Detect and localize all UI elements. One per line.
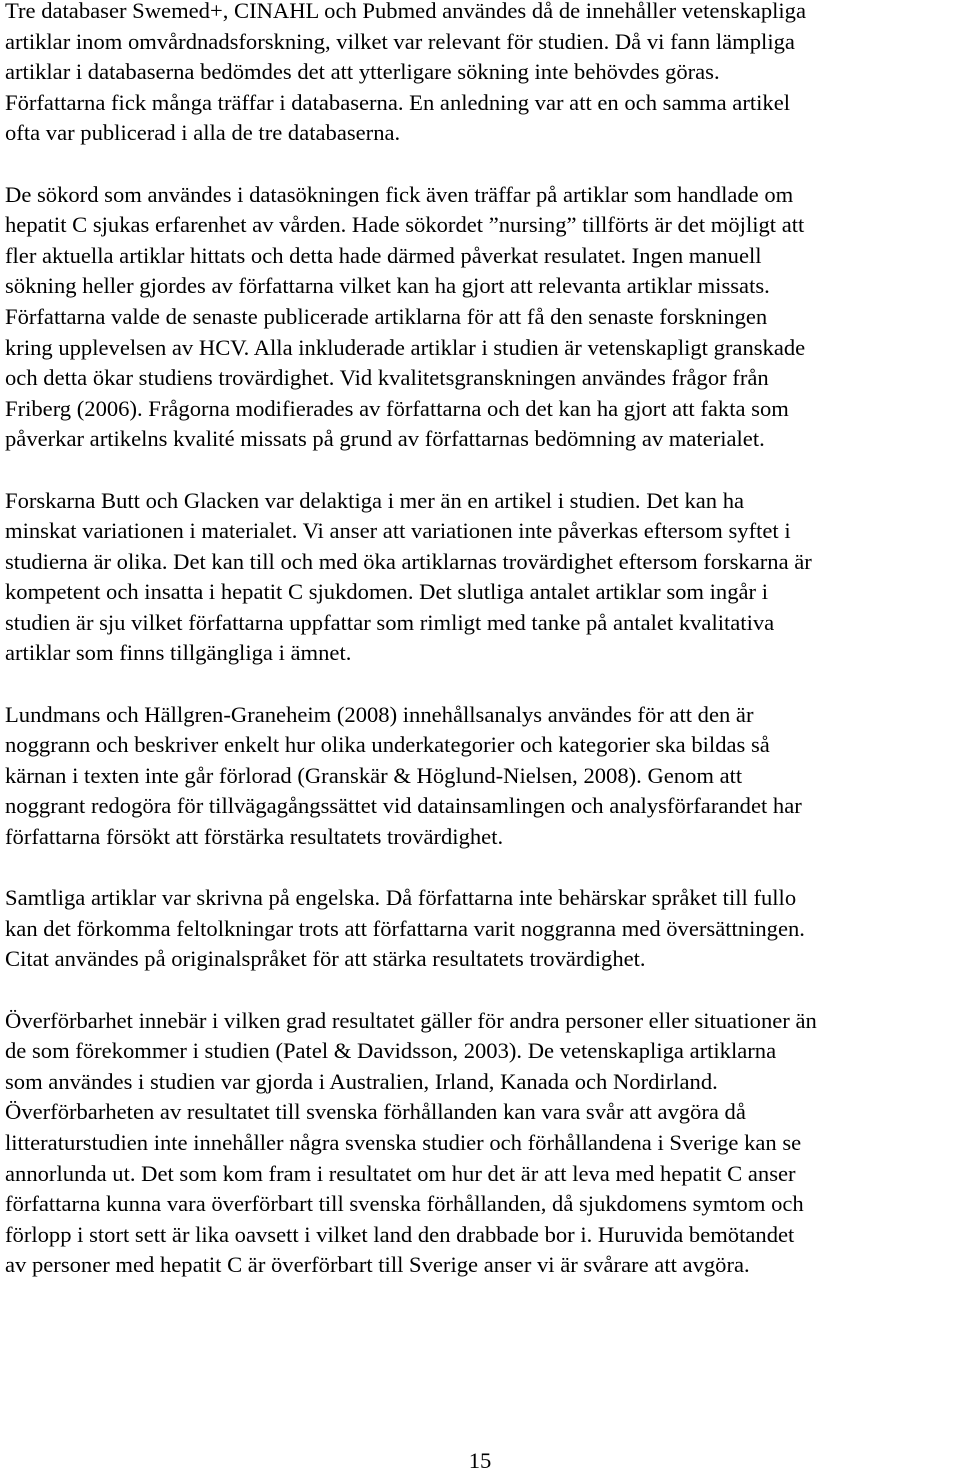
- text-line: minskat variationen i materialet. Vi anser att variationen inte påverkas eftersom syftet i: [5, 518, 791, 544]
- text-line: De sökord som användes i datasökningen fick även träffar på artiklar som handlade om: [5, 181, 794, 207]
- paragraph-gap: [5, 975, 957, 1006]
- text-line: kan det förkomma feltolkningar trots att författarna varit noggranna med översättningen.: [5, 915, 805, 941]
- text-line: Friberg (2006). Frågorna modifierades av författarna och det kan ha gjort att fakta som: [5, 395, 789, 421]
- text-line: och detta ökar studiens trovärdighet. Vid kvalitetsgranskningen användes frågor från: [5, 365, 769, 391]
- text-line: Citat användes på originalspråket för att stärka resultatets trovärdighet.: [5, 946, 646, 972]
- paragraph-gap: [5, 149, 957, 180]
- text-line: Överförbarheten av resultatet till svenska förhållanden kan vara svår att avgöra då: [5, 1099, 746, 1125]
- text-line: studien är sju vilket författarna uppfattar som rimligt med tanke på antalet kvalitativa: [5, 609, 775, 635]
- paragraph-transferability: [5, 1006, 957, 1281]
- text-line: förlopp i stort sett är lika oavsett i vilket land den drabbade bor i. Huruvida bemötandet: [5, 1221, 795, 1247]
- text-line: kring upplevelsen av HCV. Alla inkluderade artiklar i studien är vetenskapligt granskade: [5, 334, 806, 360]
- text-line: studierna är olika. Det kan till och med öka artiklarnas trovärdighet eftersom forskarna är: [5, 548, 812, 574]
- paragraph-language: [5, 883, 957, 975]
- text-line: Författarna valde de senaste publicerade artiklarna för att få den senaste forskningen: [5, 303, 768, 329]
- page-number: 15: [468, 1448, 492, 1473]
- text-line: artiklar inom omvårdnadsforskning, vilket var relevant för studien. Då vi fann lämpliga: [5, 28, 795, 54]
- text-line: som användes i studien var gjorda i Australien, Irland, Kanada och Nordirland.: [5, 1068, 718, 1094]
- paragraph-researchers: [5, 486, 957, 670]
- text-line: Forskarna Butt och Glacken var delaktiga i mer än en artikel i studien. Det kan ha: [5, 487, 745, 513]
- document-page: [5, 0, 957, 1281]
- text-line: noggrant redogöra för tillvägagångssättet vid datainsamlingen och analysförfarandet har: [5, 793, 802, 819]
- text-line: påverkar artikelns kvalité missats på grund av författarnas bedömning av materialet.: [5, 426, 765, 452]
- text-line: artiklar som finns tillgängliga i ämnet.: [5, 640, 352, 666]
- text-line: de som förekommer i studien (Patel & Davidsson, 2003). De vetenskapliga artiklarna: [5, 1038, 777, 1064]
- text-line: Överförbarhet innebär i vilken grad resultatet gäller för andra personer eller situationer än: [5, 1007, 817, 1033]
- text-line: kärnan i texten inte går förlorad (Granskär & Höglund-Nielsen, 2008). Genom att: [5, 762, 743, 788]
- text-line: annorlunda ut. Det som kom fram i resultatet om hur det är att leva med hepatit C anser: [5, 1160, 796, 1186]
- text-line: ofta var publicerad i alla de tre databaserna.: [5, 120, 401, 146]
- paragraph-gap: [5, 669, 957, 700]
- text-line: författarna kunna vara överförbart till svenska förhållanden, då sjukdomens symtom och: [5, 1191, 804, 1217]
- text-line: av personer med hepatit C är överförbart till Sverige anser vi är svårare att avgöra.: [5, 1252, 750, 1278]
- text-line: Tre databaser Swemed+, CINAHL och Pubmed användes då de innehåller vetenskapliga: [5, 0, 806, 23]
- text-line: Samtliga artiklar var skrivna på engelska. Då författarna inte behärskar språket till fullo: [5, 885, 797, 911]
- text-line: noggrann och beskriver enkelt hur olika underkategorier och kategorier ska bildas så: [5, 732, 770, 758]
- text-line: fler aktuella artiklar hittats och detta hade därmed påverkat resulatet. Ingen manuell: [5, 242, 762, 268]
- paragraph-content-analysis: [5, 700, 957, 853]
- text-line: kompetent och insatta i hepatit C sjukdomen. Det slutliga antalet artiklar som ingår i: [5, 579, 768, 605]
- paragraph-databases: [5, 0, 957, 149]
- paragraph-gap: [5, 853, 957, 884]
- text-line: Författarna fick många träffar i databaserna. En anledning var att en och samma artikel: [5, 89, 791, 115]
- paragraph-gap: [5, 455, 957, 486]
- text-line: Lundmans och Hällgren-Graneheim (2008) innehållsanalys användes för att den är: [5, 701, 754, 727]
- paragraph-search-terms: [5, 180, 957, 455]
- text-line: hepatit C sjukas erfarenhet av vården. Hade sökordet ”nursing” tillförts är det möjligt att: [5, 212, 805, 238]
- text-line: sökning heller gjordes av författarna vilket kan ha gjort att relevanta artiklar missats.: [5, 273, 770, 299]
- text-line: litteraturstudien inte innehåller några svenska studier och förhållandena i Sverige kan se: [5, 1129, 802, 1155]
- text-line: artiklar i databaserna bedömdes det att ytterligare sökning inte behövdes göras.: [5, 59, 720, 85]
- text-line: författarna försökt att förstärka resultatets trovärdighet.: [5, 824, 504, 850]
